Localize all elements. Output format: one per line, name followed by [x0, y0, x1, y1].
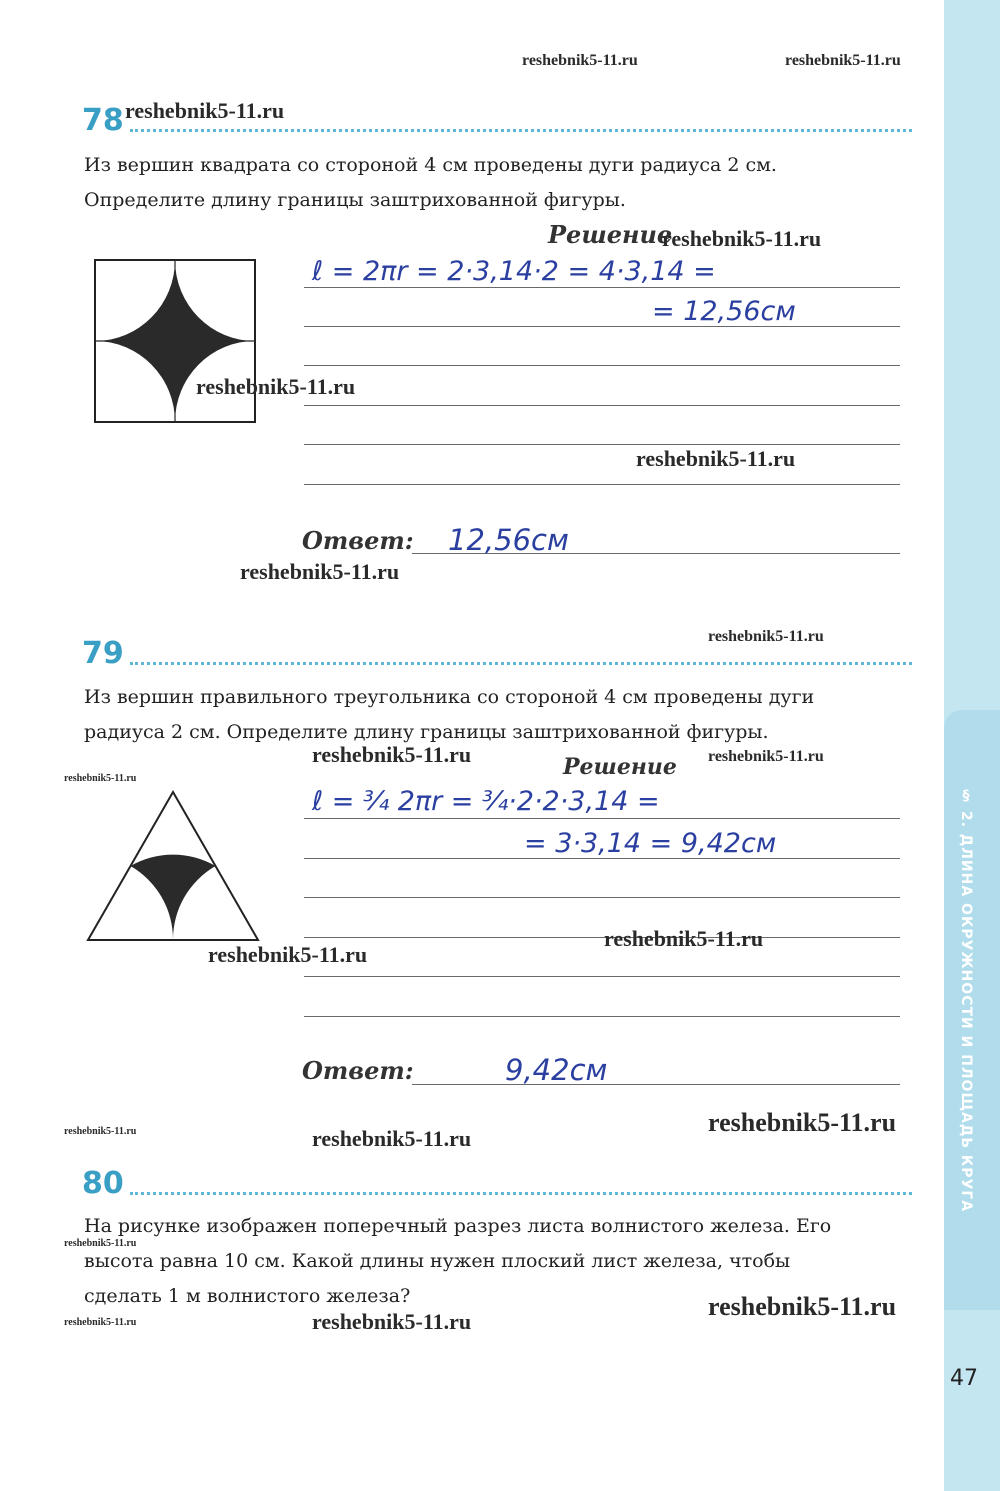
watermark: reshebnik5-11.ru — [522, 52, 638, 69]
page-number: 47 — [950, 1366, 978, 1391]
task-number: 78 — [82, 103, 124, 138]
dotted-divider — [130, 129, 912, 132]
solution-line: = 12,56см — [652, 296, 796, 327]
watermark: reshebnik5-11.ru — [312, 1309, 472, 1334]
watermark: reshebnik5-11.ru — [662, 226, 822, 251]
task-text — [84, 680, 814, 750]
answer-value: 9,42см — [505, 1053, 608, 1087]
answer-line — [304, 287, 900, 288]
answer-value: 12,56см — [448, 523, 569, 557]
watermark: reshebnik5-11.ru — [708, 748, 824, 765]
watermark: reshebnik5-11.ru — [64, 1317, 137, 1328]
watermark: reshebnik5-11.ru — [636, 446, 796, 471]
solution-label: Решение — [548, 220, 673, 249]
task-text-line: радиуса 2 см. Определите длину границы заштрихованной фигуры. — [84, 721, 769, 743]
task-text-line: высота равна 10 см. Какой длины нужен плоский лист железа, чтобы — [84, 1250, 791, 1272]
watermark: reshebnik5-11.ru — [240, 559, 400, 584]
watermark: reshebnik5-11.ru — [64, 1126, 137, 1137]
task-number: 80 — [82, 1166, 124, 1201]
task-text-line: На рисунке изображен поперечный разрез листа волнистого железа. Его — [84, 1215, 832, 1237]
solution-line: ℓ = ¾ 2πr = ¾·2·2·3,14 = — [312, 786, 660, 817]
watermark: reshebnik5-11.ru — [196, 374, 356, 399]
answer-line — [304, 326, 900, 327]
solution-line: ℓ = 2πr = 2·3,14·2 = 4·3,14 = — [312, 256, 716, 287]
answer-line — [304, 365, 900, 366]
answer-line — [304, 937, 900, 938]
solution-label: Решение — [563, 754, 677, 780]
watermark: reshebnik5-11.ru — [708, 628, 824, 645]
task-text-line: Из вершин правильного треугольника со стороной 4 см проведены дуги — [84, 686, 815, 708]
watermark: reshebnik5-11.ru — [708, 1108, 897, 1137]
answer-line — [304, 405, 900, 406]
task-number: 79 — [82, 636, 124, 671]
answer-line — [304, 818, 900, 819]
triangle-arcs-figure — [86, 790, 260, 942]
watermark: reshebnik5-11.ru — [64, 773, 137, 784]
dotted-divider — [130, 662, 912, 665]
watermark: reshebnik5-11.ru — [312, 1126, 472, 1151]
watermark: reshebnik5-11.ru — [785, 52, 901, 69]
answer-line — [304, 1016, 900, 1017]
watermark: reshebnik5-11.ru — [64, 1238, 137, 1249]
answer-label: Ответ: — [302, 1056, 414, 1085]
watermark: reshebnik5-11.ru — [125, 98, 285, 123]
answer-label: Ответ: — [302, 526, 414, 555]
task-text-line: Определите длину границы заштрихованной фигуры. — [84, 189, 626, 211]
answer-line — [304, 897, 900, 898]
answer-line — [412, 1084, 900, 1085]
task-text-line: Из вершин квадрата со стороной 4 см проведены дуги радиуса 2 см. — [84, 154, 777, 176]
chapter-title: § 2. ДЛИНА ОКРУЖНОСТИ И ПЛОЩАДЬ КРУГА — [958, 788, 974, 1213]
solution-line: = 3·3,14 = 9,42см — [524, 828, 777, 859]
watermark: reshebnik5-11.ru — [604, 926, 764, 951]
answer-line — [304, 444, 900, 445]
answer-line — [304, 484, 900, 485]
task-text-line: сделать 1 м волнистого железа? — [84, 1285, 411, 1307]
watermark: reshebnik5-11.ru — [708, 1292, 897, 1321]
answer-line — [304, 976, 900, 977]
watermark: reshebnik5-11.ru — [312, 742, 472, 767]
task-text — [84, 148, 777, 218]
watermark: reshebnik5-11.ru — [208, 942, 368, 967]
dotted-divider — [130, 1192, 912, 1195]
